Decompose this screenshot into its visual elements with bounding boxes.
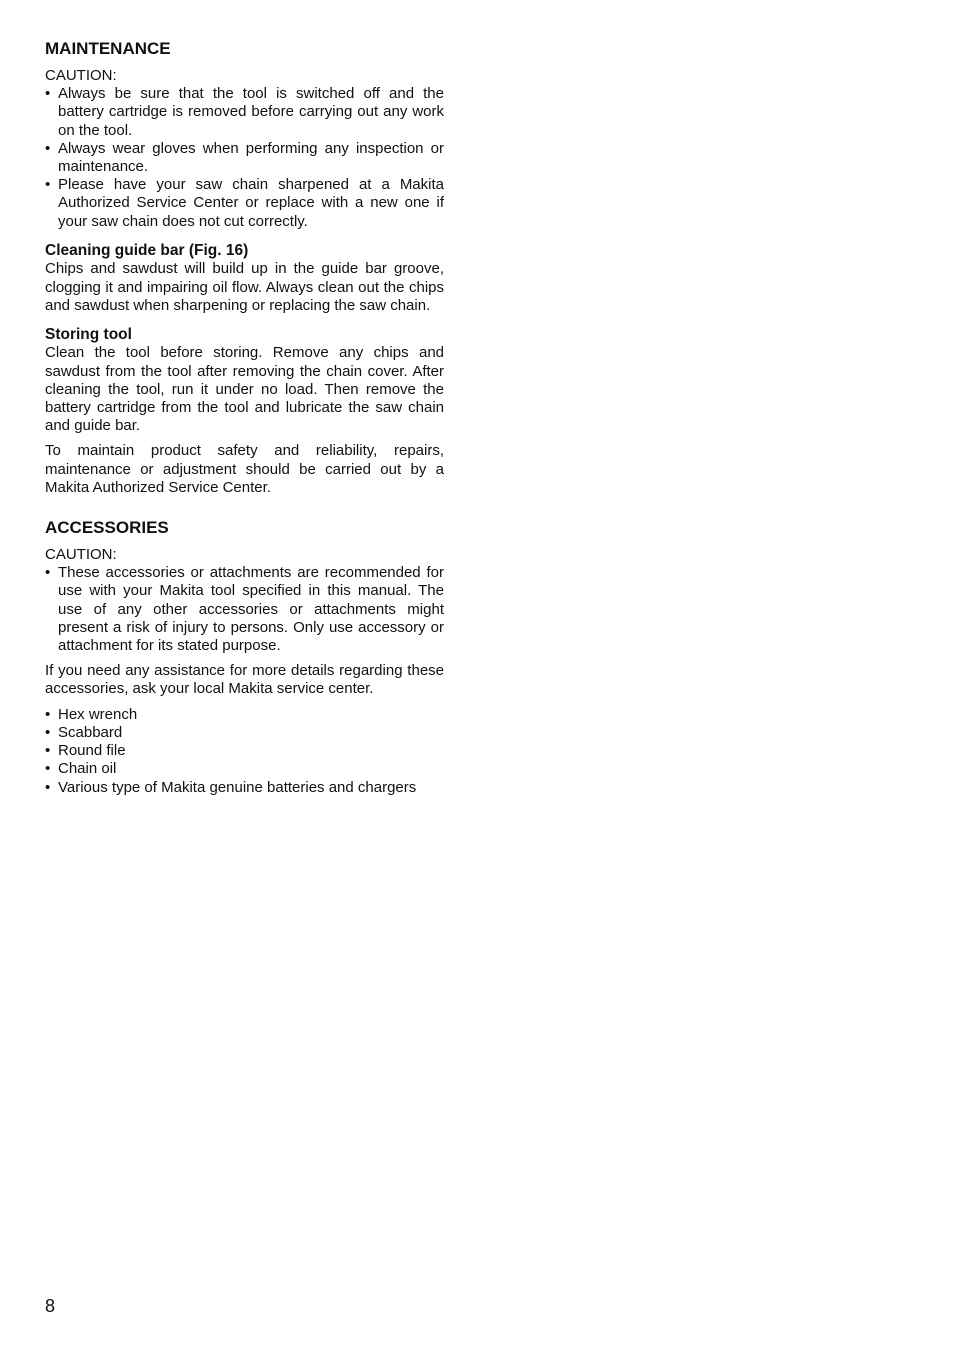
maintenance-caution-label: CAUTION: bbox=[45, 67, 117, 84]
list-item: • Round file bbox=[45, 742, 126, 760]
assistance-text: If you need any assistance for more details regarding these accessories, ask your local Makita service center. bbox=[45, 662, 444, 698]
service-center-note: To maintain product safety and reliability, repairs, maintenance or adjustment should be carried out by a Makita Authorized Service Center. bbox=[45, 442, 444, 496]
accessories-caution-item: • These accessories or attachments are recommended for use with your Makita tool specified in this manual. The use of any other accessories or attachments might present a risk of injury to persons. Only use accessory or attachment for its stated purpose. bbox=[45, 564, 444, 655]
page-number: 8 bbox=[45, 1296, 56, 1316]
maintenance-heading: MAINTENANCE bbox=[45, 39, 171, 58]
maintenance-caution-list bbox=[45, 85, 444, 231]
bullet-icon: • bbox=[45, 778, 51, 796]
bullet-icon: • bbox=[45, 723, 51, 741]
bullet-icon: • bbox=[45, 705, 51, 723]
maintenance-caution-item: • Always wear gloves when performing any inspection or maintenance. bbox=[45, 139, 444, 176]
list-item: • Hex wrench bbox=[45, 705, 138, 723]
bullet-icon: • bbox=[45, 139, 51, 157]
bullet-icon: • bbox=[45, 85, 51, 103]
manual-page-column bbox=[45, 38, 444, 797]
storing-tool-text: Clean the tool before storing. Remove any chips and sawdust from the tool after removing the chain cover. After cleaning the tool, run it under no load. Then remove the battery cartridge from the tool and lubricate the saw chain and guide bar. bbox=[45, 344, 444, 435]
cleaning-guide-bar-heading: Cleaning guide bar (Fig. 16) bbox=[45, 241, 249, 259]
cleaning-guide-bar-text: Chips and sawdust will build up in the guide bar groove, clogging it and impairing oil flow. Always clean out the chips and sawdust when sharpening or replacing the saw chain. bbox=[45, 260, 444, 314]
accessories-heading: ACCESSORIES bbox=[45, 518, 169, 538]
list-item: • Chain oil bbox=[45, 760, 117, 778]
bullet-icon: • bbox=[45, 564, 51, 582]
storing-tool-heading: Storing tool bbox=[45, 325, 132, 343]
maintenance-caution-item: • Please have your saw chain sharpened at a Makita Authorized Service Center or replace with a new one if your saw chain does not cut correctly. bbox=[45, 176, 444, 230]
accessories-caution-list bbox=[45, 564, 444, 655]
list-item: • Various type of Makita genuine batteries and chargers bbox=[45, 778, 417, 796]
accessories-caution-label: CAUTION: bbox=[45, 546, 117, 564]
bullet-icon: • bbox=[45, 742, 51, 760]
accessories-item-list bbox=[45, 706, 444, 797]
bullet-icon: • bbox=[45, 760, 51, 778]
bullet-icon: • bbox=[45, 176, 51, 194]
list-item: • Scabbard bbox=[45, 723, 123, 741]
maintenance-caution-item: • Always be sure that the tool is switched off and the battery cartridge is removed before carrying out any work on the tool. bbox=[45, 85, 444, 139]
